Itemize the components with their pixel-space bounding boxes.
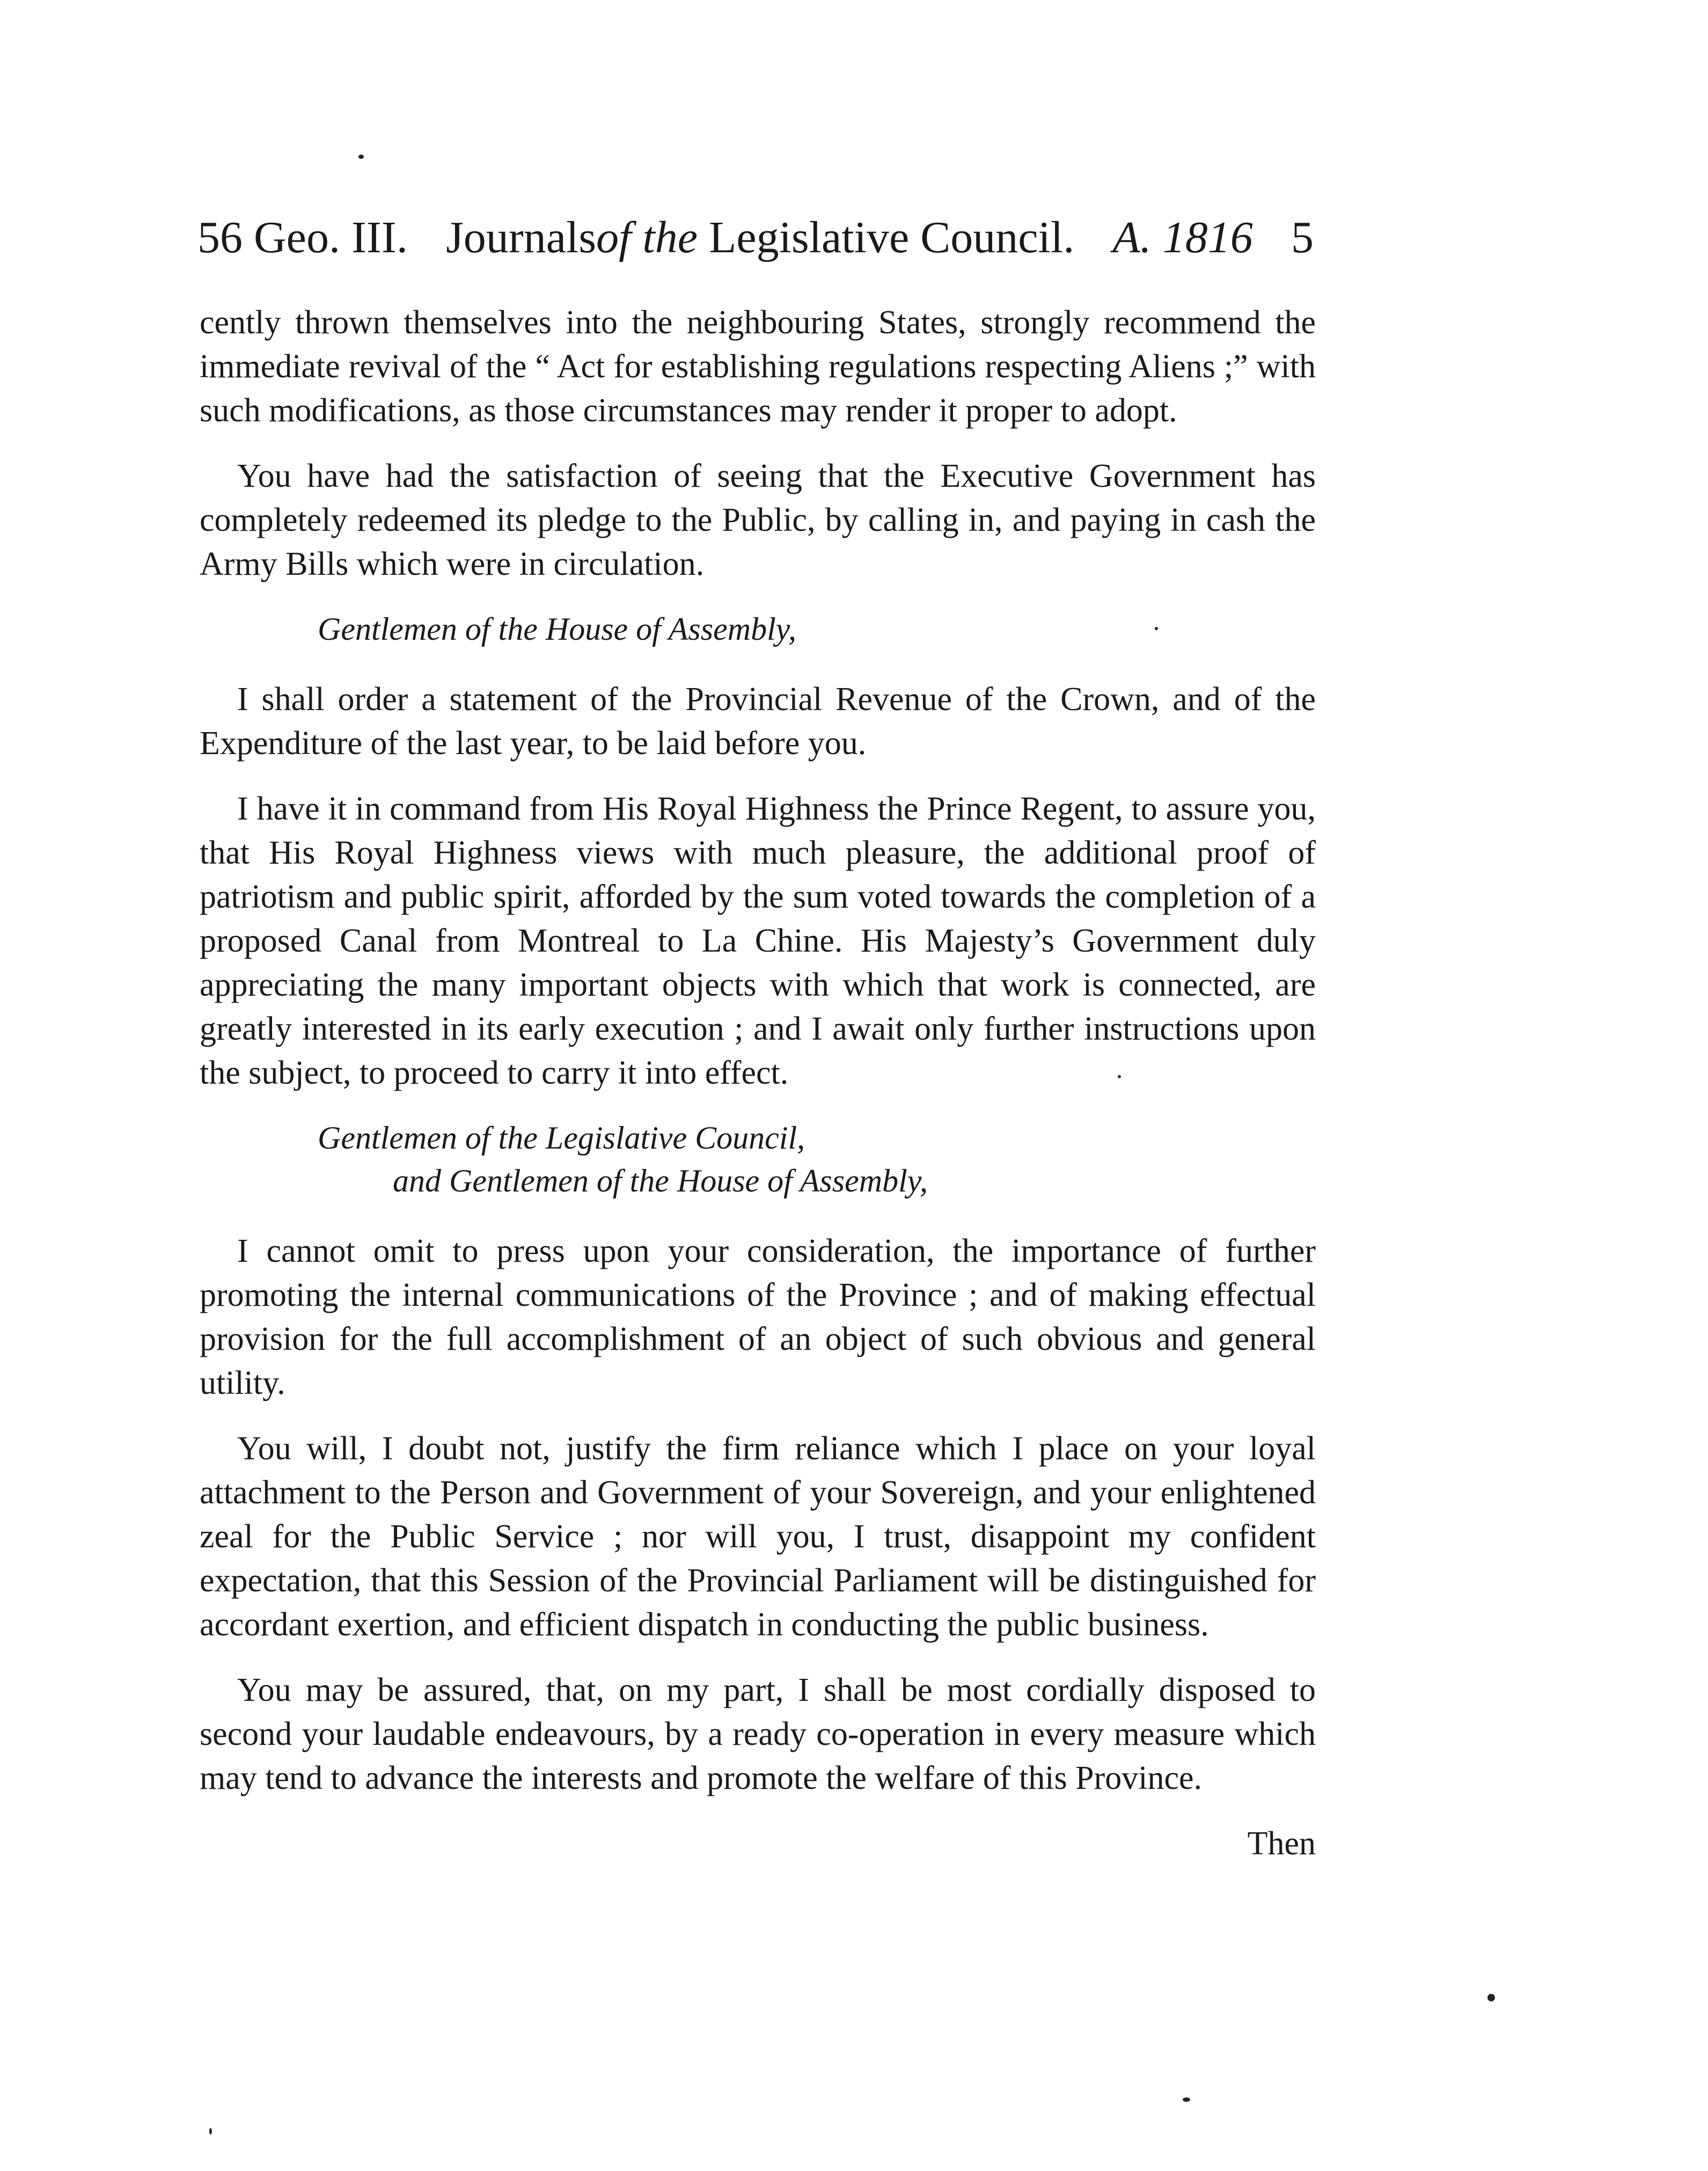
scan-speck bbox=[1183, 2097, 1190, 2102]
paragraph-3: I shall order a statement of the Provincial Revenue of the Crown, and of the Expenditure of the last year, to be laid before you. bbox=[200, 681, 1316, 762]
salutation-council: Gentlemen of the Legislative Council, bbox=[318, 1120, 805, 1156]
scan-speck bbox=[209, 2128, 212, 2135]
paragraph-7: You may be assured, that, on my part, I shall be most cordially disposed to second your laudable endeavours, by a ready co-operation in every measure which may tend to advance the interests and promote the welfare of this Province. bbox=[200, 1672, 1316, 1796]
scan-speck bbox=[1487, 1994, 1495, 2001]
paragraph-5: I cannot omit to press upon your consideration, the importance of further promoting the internal communications of the Province ; and of making effectual provision for the full accomplishment of an object of such obvious and general utility. bbox=[200, 1233, 1316, 1401]
catchword: Then bbox=[1247, 1825, 1316, 1862]
body-text bbox=[200, 301, 1316, 1887]
journal-title bbox=[446, 208, 1074, 267]
paragraph-1: cently thrown themselves into the neighbouring States, strongly recommend the immediate revival of the “ Act for establishing regulations respecting Aliens ;” with such modifications, as those circumstances may render it proper to adopt. bbox=[200, 304, 1316, 429]
salutation-assembly: Gentlemen of the House of Assembly, bbox=[318, 611, 797, 647]
anno-year: A. 1816 bbox=[1112, 213, 1253, 262]
journals-word: Journals bbox=[446, 213, 597, 262]
salutation-council-assembly: and Gentlemen of the House of Assembly, bbox=[393, 1163, 928, 1198]
scan-speck bbox=[1155, 627, 1158, 630]
council-word: Legislative Council. bbox=[709, 213, 1075, 262]
of-the-word: of the bbox=[596, 213, 698, 262]
page-number: 5 bbox=[1291, 213, 1314, 262]
scan-speck bbox=[358, 155, 364, 159]
paragraph-6: You will, I doubt not, justify the firm reliance which I place on your loyal attachment to the Person and Government of your Sovereign, and your enlightened zeal for the Public Service ; nor will you, I trust, disappoint my confident expectation, that this Session of the Provincial Parliament will be distinguished for accordant exertion, and efficient dispatch in conducting the public business. bbox=[200, 1430, 1316, 1643]
paragraph-4: I have it in command from His Royal Highness the Prince Regent, to assure you, that His Royal Highness views with much pleasure, the additional proof of patriotism and public spirit, afforded by the sum voted towards the completion of a proposed Canal from Montreal to La Chine. His Majesty’s Government duly appreciating the many important objects with which that work is connected, are greatly interested in its early execution ; and I await only further instructions upon the subject, to proceed to carry it into effect. bbox=[200, 791, 1316, 1091]
running-header bbox=[197, 208, 1314, 267]
regnal-year: 56 Geo. III. bbox=[197, 213, 408, 262]
paragraph-2: You have had the satisfaction of seeing that the Executive Government has completely redeemed its pledge to the Public, by calling in, and paying in cash the Army Bills which were in circulation. bbox=[200, 458, 1316, 582]
scan-speck bbox=[1118, 1075, 1121, 1078]
